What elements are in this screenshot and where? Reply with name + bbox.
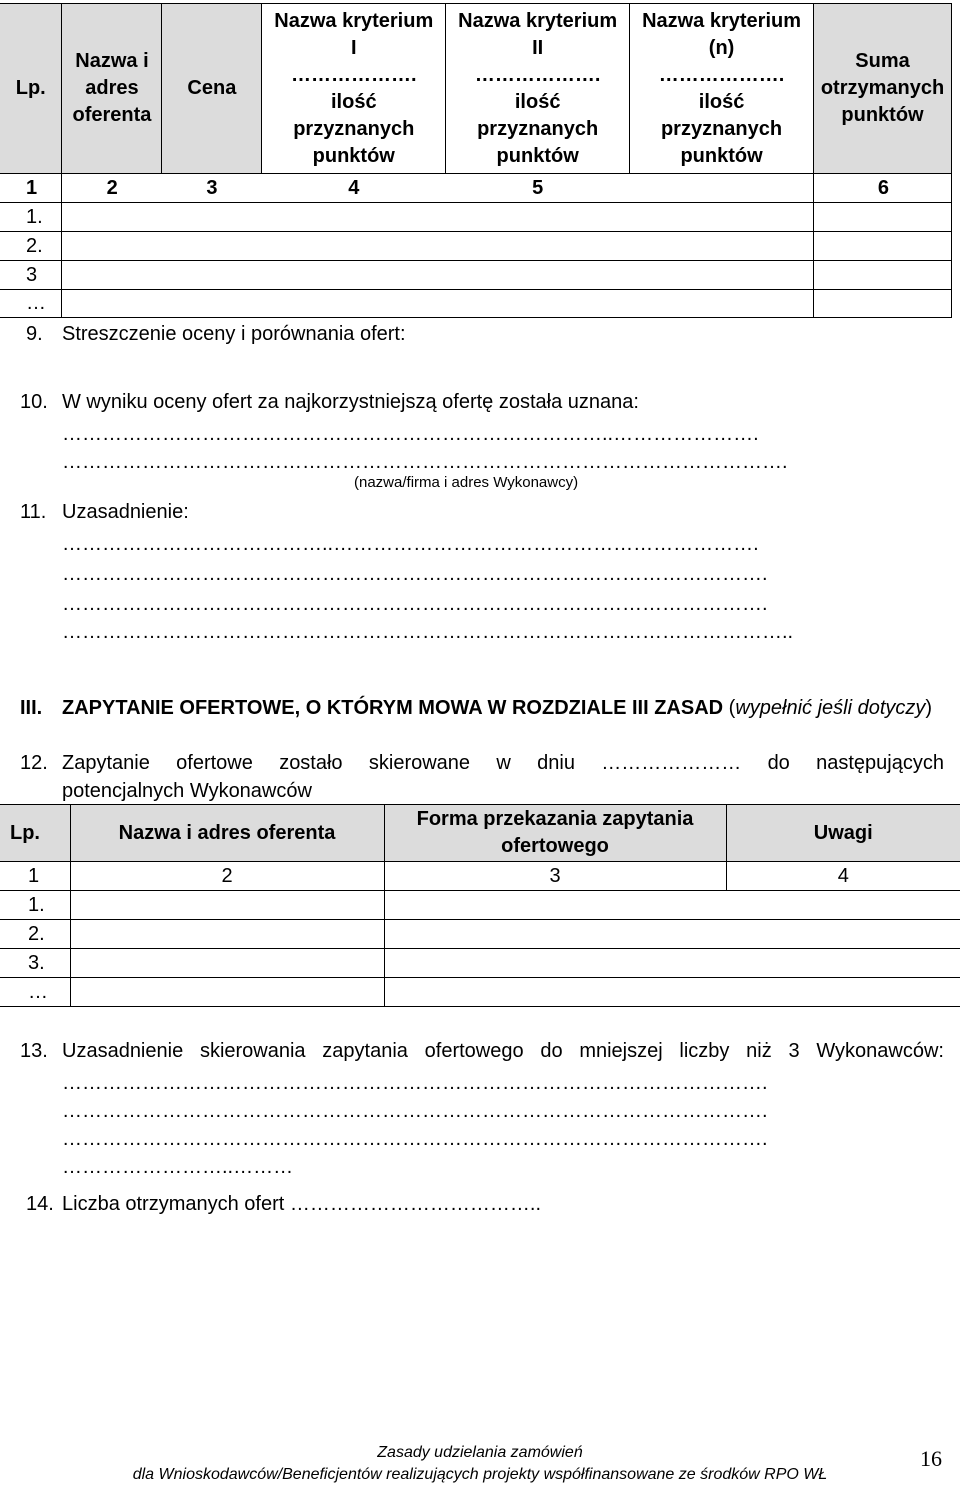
word: następujących (816, 752, 944, 774)
table-row (0, 261, 952, 290)
section-12-line-2: potencjalnych Wykonawców (62, 780, 312, 802)
header-lp-label: Lp. (10, 821, 40, 844)
offers-evaluation-table (0, 3, 952, 318)
table-row (0, 920, 960, 949)
header-price (162, 4, 262, 174)
criterion-1-line: Nazwa kryterium (274, 9, 434, 32)
section-13-text (62, 1037, 944, 1065)
section-14-dots: ……………………………….. (289, 1193, 542, 1215)
criterion-2-line: punktów (496, 144, 579, 167)
criterion-1-line: punktów (312, 144, 395, 167)
row-number: 1. (0, 203, 62, 232)
section-14-number: 14. (26, 1193, 54, 1215)
justification-dots-line: …………………………………..………………………………………………………. (62, 533, 759, 555)
date-dots: ………………… (601, 752, 742, 774)
justification-dots-line: ……………………………………………………………………………………………….. (62, 621, 794, 643)
justification-13-dots-line: ……………………………………………………………………………………………. (62, 1072, 768, 1094)
word: Uzasadnienie (62, 1040, 184, 1062)
col-number: 1 (0, 174, 62, 203)
word: w (496, 752, 511, 774)
col-number: 2 (70, 862, 384, 891)
word: zostało (279, 752, 343, 774)
col-number: 3 (162, 174, 262, 203)
column-numbers-row (0, 862, 960, 891)
word: 3 (788, 1040, 800, 1062)
row-number: … (0, 290, 62, 318)
justification-13-dots-line: ……………………………………………………………………………………………. (62, 1128, 768, 1150)
word: mniejszej (579, 1040, 663, 1062)
section-11-number: 11. (20, 501, 47, 523)
row-number: 2. (0, 920, 70, 949)
criterion-2-line: przyznanych (477, 117, 599, 140)
section-13-number: 13. (20, 1040, 48, 1062)
header-price-label: Cena (187, 77, 237, 99)
header-notes (726, 805, 960, 862)
col-number: 2 (62, 174, 162, 203)
criterion-n-line: przyznanych (660, 117, 783, 140)
header-form-line: Forma przekazania zapytania (416, 808, 694, 830)
criterion-n-line: punktów (680, 144, 763, 167)
inquiry-recipients-table (0, 804, 960, 1007)
header-name (62, 4, 162, 174)
header-sum-label: Suma otrzymanych punktów (820, 50, 945, 126)
section-14-line (62, 1190, 541, 1218)
paren: ( (723, 697, 736, 719)
winner-dots-line: ………………………………………………………………………..…………………. (62, 423, 759, 445)
word: dniu (537, 752, 575, 774)
row-number: 3. (0, 949, 70, 978)
section-12-line-1 (62, 749, 944, 777)
word: niż (746, 1040, 772, 1062)
header-notes-label: Uwagi (813, 821, 873, 844)
word: Zapytanie (62, 752, 150, 774)
section-10-text: W wyniku oceny ofert za najkorzystniejszą ofertę została uznana: (62, 391, 639, 413)
row-number: 1. (0, 891, 70, 920)
header-name (70, 805, 384, 862)
criterion-1-line: ilość (330, 90, 377, 113)
justification-13-dots-line: ……………………………………………………………………………………………. (62, 1100, 768, 1122)
header-lp (0, 4, 62, 174)
footer-subtitle: dla Wnioskodawców/Beneficjentów realizujących projekty współfinansowane ze środków RPO WŁ (132, 1466, 828, 1483)
col-number: 5 (446, 174, 630, 203)
table-row (0, 949, 960, 978)
justification-13-dots-line: ……………………..……… (62, 1156, 294, 1178)
section-III-note: wypełnić jeśli dotyczy (735, 697, 926, 719)
col-number: 1 (0, 862, 70, 891)
section-9-number: 9. (26, 323, 43, 345)
header-name-label: Nazwa i adres oferenta (72, 50, 152, 126)
word: liczby (679, 1040, 730, 1062)
table-row (0, 290, 952, 318)
table-row (0, 232, 952, 261)
col-number: 4 (726, 862, 960, 891)
word: ofertowego (424, 1040, 524, 1062)
word: do (767, 752, 790, 774)
winner-caption: (nazwa/firma i adres Wykonawcy) (354, 474, 579, 491)
col-number: 3 (384, 862, 726, 891)
word: do (540, 1040, 563, 1062)
section-9-text: Streszczenie oceny i porównania ofert: (62, 323, 406, 345)
header-name-label: Nazwa i adres oferenta (118, 821, 336, 844)
section-11-text: Uzasadnienie: (62, 501, 189, 523)
row-number: 2. (0, 232, 62, 261)
section-III-title: ZAPYTANIE OFERTOWE, O KTÓRYM MOWA W ROZDZIALE III ZASAD (62, 697, 724, 719)
criterion-2-line: Nazwa kryterium (458, 9, 618, 32)
word: zapytania (322, 1040, 408, 1062)
criterion-n-line: (n) (708, 36, 735, 59)
header-criterion-n (630, 4, 814, 174)
paren: ) (925, 697, 933, 719)
col-number: 4 (262, 174, 446, 203)
column-numbers-row (0, 174, 952, 203)
criterion-n-line: ………………. (658, 63, 785, 86)
criterion-2-line: ilość (514, 90, 561, 113)
criterion-n-line: ilość (698, 90, 745, 113)
section-10-number: 10. (20, 391, 48, 413)
table-row (0, 978, 960, 1007)
section-III-heading (62, 694, 932, 722)
header-lp (0, 805, 70, 862)
header-criterion-1 (262, 4, 446, 174)
col-number: 6 (814, 174, 952, 203)
row-number: … (0, 978, 70, 1007)
criterion-1-line: ………………. (290, 63, 417, 86)
row-number: 3 (0, 261, 62, 290)
winner-dots-line: ………………………………………………………………………………………………. (62, 451, 788, 473)
criterion-2-line: II (532, 36, 544, 59)
criterion-n-line: Nazwa kryterium (642, 9, 802, 32)
criterion-2-line: ………………. (474, 63, 601, 86)
table-row (0, 203, 952, 232)
header-form-line: ofertowego (501, 835, 609, 857)
header-lp-label: Lp. (15, 77, 46, 99)
criterion-1-line: przyznanych (293, 117, 415, 140)
word: skierowane (368, 752, 471, 774)
section-III-number: III. (20, 697, 43, 719)
justification-dots-line: ……………………………………………………………………………………………. (62, 593, 768, 615)
page-number: 16 (920, 1446, 942, 1471)
word: skierowania (199, 1040, 306, 1062)
word: ofertowe (176, 752, 253, 774)
section-14-text: Liczba otrzymanych ofert (62, 1193, 285, 1215)
section-12-number: 12. (20, 752, 48, 774)
header-form (384, 805, 726, 862)
word: Wykonawców: (816, 1040, 944, 1062)
table-row (0, 891, 960, 920)
footer-title: Zasady udzielania zamówień (377, 1444, 583, 1461)
criterion-1-line: I (350, 36, 357, 59)
header-sum (814, 4, 952, 174)
justification-dots-line: ……………………………………………………………………………………………. (62, 563, 768, 585)
header-criterion-2 (446, 4, 630, 174)
